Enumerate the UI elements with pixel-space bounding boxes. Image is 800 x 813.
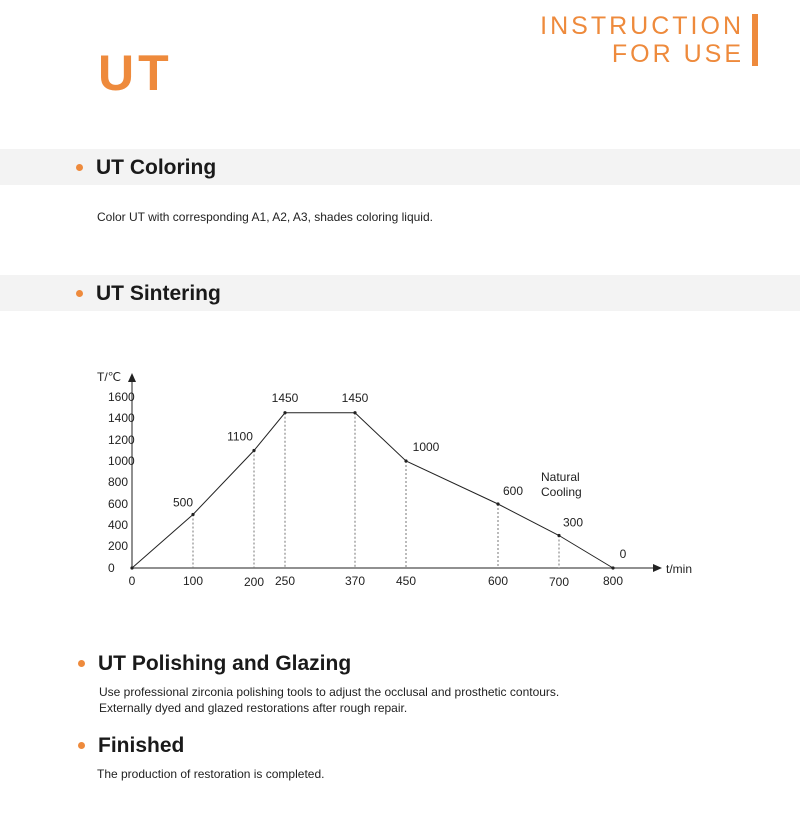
chart-axes [97, 370, 692, 576]
y-tick-label: 1600 [108, 390, 135, 404]
data-point [557, 534, 560, 537]
bullet-icon [78, 742, 85, 749]
x-tick-label: 600 [487, 574, 509, 588]
data-label: 0 [619, 547, 627, 561]
y-axis-label: T/℃ [97, 370, 122, 384]
x-tick-label: 0 [128, 574, 136, 588]
x-tick-label: 450 [395, 574, 417, 588]
y-tick-label: 1000 [108, 454, 135, 468]
data-label: 1450 [271, 390, 299, 405]
y-tick-label: 1200 [108, 433, 135, 447]
data-point [611, 566, 614, 569]
data-label: 300 [562, 515, 584, 530]
section-title-polishing: UT Polishing and Glazing [98, 652, 352, 675]
data-label: 600 [502, 484, 524, 498]
section-title-sintering: UT Sintering [96, 282, 221, 305]
annotation-cooling: Cooling [541, 485, 582, 499]
y-tick-label: 400 [108, 518, 129, 532]
data-label: 1100 [227, 429, 253, 444]
polishing-description-line-1: Use professional zirconia polishing tools to adjust the occlusal and prosthetic contours. [99, 685, 560, 699]
section-title-finished: Finished [98, 734, 185, 757]
y-tick-label: 200 [108, 539, 129, 553]
polishing-description-line-2: Externally dyed and glazed restorations after rough repair. [99, 701, 408, 715]
bullet-icon [76, 290, 83, 297]
finished-description: The production of restoration is completed. [97, 767, 325, 781]
y-tick-label: 1400 [108, 411, 135, 425]
instruction-line-2: FOR USE [611, 40, 744, 68]
instruction-heading [540, 12, 744, 68]
y-tick-label: 800 [108, 475, 129, 489]
bullet-icon [76, 164, 83, 171]
y-tick-label: 0 [108, 561, 115, 575]
coloring-description: Color UT with corresponding A1, A2, A3, shades coloring liquid. [97, 210, 433, 224]
x-tick-label: 370 [344, 574, 366, 588]
data-point [191, 513, 194, 516]
x-tick-label: 700 [548, 575, 570, 589]
data-point [283, 411, 286, 414]
instruction-line-1: INSTRUCTION [540, 12, 744, 40]
data-label: 500 [172, 495, 194, 510]
brand-title: UT [98, 45, 173, 101]
data-point [496, 502, 499, 505]
x-tick-label: 800 [602, 574, 624, 588]
y-tick-label: 600 [108, 497, 129, 511]
x-axis-label: t/min [666, 562, 693, 576]
data-point [252, 449, 255, 452]
data-point [353, 411, 356, 414]
data-label: 1000 [412, 440, 440, 454]
x-tick-label: 200 [243, 575, 265, 589]
data-label: 1450 [341, 390, 369, 405]
section-title-coloring: UT Coloring [96, 156, 217, 179]
bullet-icon [78, 660, 85, 667]
y-axis-arrow-icon [128, 373, 136, 382]
annotation-natural: Natural [541, 470, 580, 484]
accent-bar [752, 14, 758, 66]
data-point [404, 459, 407, 462]
x-tick-label: 100 [182, 574, 204, 588]
x-tick-label: 250 [274, 574, 296, 588]
data-point [130, 566, 133, 569]
sintering-chart [0, 360, 800, 600]
x-axis-arrow-icon [653, 564, 662, 572]
